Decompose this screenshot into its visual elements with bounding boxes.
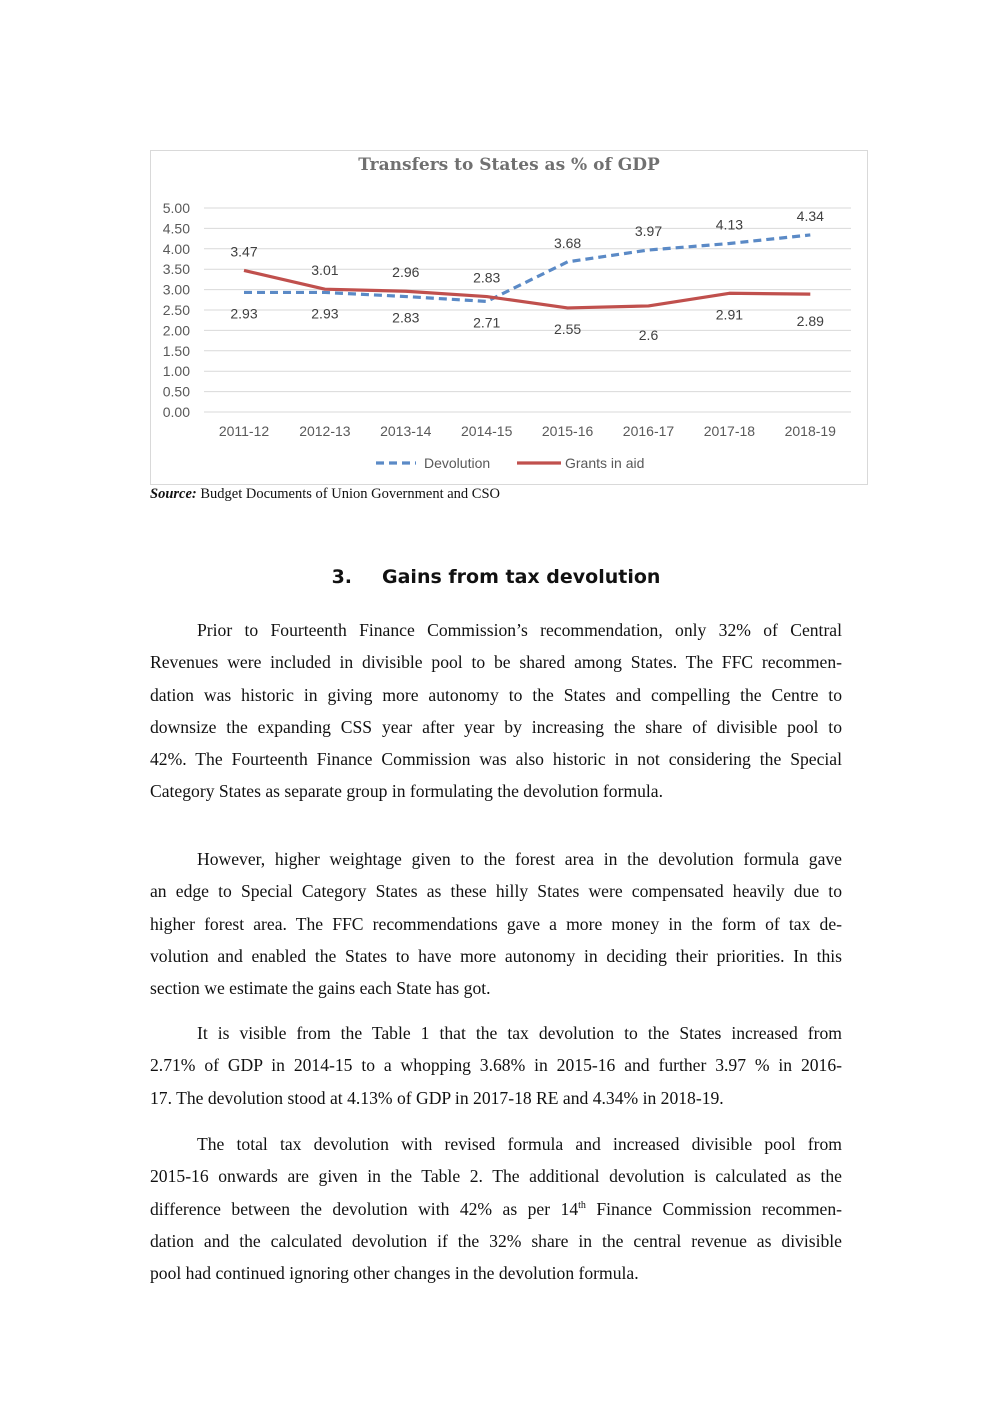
line-text: difference between the devolution with 42% as per 14 <box>150 1198 579 1219</box>
paragraph-line: 2015-16 onwards are given in the Table 2. The additional devolution is calculated as the <box>150 1166 842 1187</box>
data-label: 2.83 <box>473 269 501 286</box>
paragraph-line: Category States as separate group in formulating the devolution formula. <box>150 781 664 802</box>
y-tick-label: 4.50 <box>162 220 190 237</box>
data-label: 3.97 <box>634 223 663 240</box>
data-label: 3.47 <box>230 243 258 260</box>
paragraph-line: Prior to Fourteenth Finance Commission’s recommendation, only 32% of Central <box>197 620 842 640</box>
paragraph-2 <box>150 843 842 1004</box>
paragraph-line: It is visible from the Table 1 that the tax devolution to the States increased from <box>197 1023 842 1043</box>
data-label: 4.13 <box>715 216 744 233</box>
paragraph-line: dation and the calculated devolution if the 32% share in the central revenue as divisible <box>150 1230 842 1251</box>
chart-transfers-to-states <box>150 150 868 485</box>
paragraph-line: Revenues were included in divisible pool to be shared among States. The FFC recommen- <box>150 652 842 673</box>
y-tick-label: 1.00 <box>162 363 190 380</box>
y-tick-label: 4.00 <box>162 240 190 257</box>
source-note <box>150 486 500 503</box>
paragraph-4 <box>150 1128 842 1289</box>
paragraph-1 <box>150 614 842 808</box>
y-tick-label: 0.00 <box>162 404 190 420</box>
section-title: Gains from tax devolution <box>382 566 661 588</box>
paragraph-line: 2.71% of GDP in 2014-15 to a whopping 3.68% in 2015-16 and further 3.97 % in 2016- <box>150 1055 842 1076</box>
data-label: 2.71 <box>473 314 501 331</box>
y-tick-label: 3.00 <box>162 281 190 298</box>
legend-label-grants-in-aid: Grants in aid <box>565 455 645 471</box>
data-label: 3.01 <box>311 262 339 279</box>
y-tick-label: 0.50 <box>162 383 190 400</box>
data-label: 2.6 <box>638 326 659 343</box>
data-label: 2.93 <box>230 305 258 322</box>
x-tick-label: 2011-12 <box>218 423 270 439</box>
section-heading <box>0 566 992 588</box>
y-tick-label: 2.00 <box>162 322 190 339</box>
data-label: 2.55 <box>553 320 582 337</box>
paragraph-3 <box>150 1017 842 1114</box>
y-tick-label: 1.50 <box>162 342 190 359</box>
paragraph-line <box>150 1193 842 1225</box>
x-tick-label: 2014-15 <box>461 423 513 439</box>
paragraph-line: dation was historic in giving more autonomy to the States and compelling the Centre to <box>150 684 842 705</box>
paragraph-line: an edge to Special Category States as these hilly States were compensated heavily due to <box>150 881 842 902</box>
data-label: 2.96 <box>392 264 420 281</box>
y-tick-label: 3.50 <box>162 261 190 278</box>
paragraph-line: downsize the expanding CSS year after year by increasing the share of divisible pool to <box>150 716 842 737</box>
data-label: 2.93 <box>311 305 339 322</box>
x-tick-label: 2012-13 <box>299 423 351 439</box>
superscript: th <box>578 1199 586 1211</box>
data-label: 4.34 <box>796 207 824 224</box>
x-tick-label: 2013-14 <box>380 423 432 439</box>
data-label: 2.83 <box>392 309 420 326</box>
legend-label-devolution: Devolution <box>424 455 491 471</box>
paragraph-line: 42%. The Fourteenth Finance Commission was also historic in not considering the Special <box>150 749 842 770</box>
x-tick-label: 2017-18 <box>703 423 756 439</box>
paragraph-line: The total tax devolution with revised formula and increased divisible pool from <box>197 1134 842 1154</box>
paragraph-line: higher forest area. The FFC recommendations gave a more money in the form of tax de- <box>150 913 842 934</box>
chart-title: Transfers to States as % of GDP <box>358 155 660 175</box>
chart-plot <box>151 151 867 484</box>
paragraph-line: section we estimate the gains each State has got. <box>150 978 491 999</box>
y-tick-label: 5.00 <box>162 200 190 216</box>
data-label: 2.89 <box>796 313 824 330</box>
x-tick-label: 2016-17 <box>622 423 675 439</box>
paragraph-line: pool had continued ignoring other changes in the devolution formula. <box>150 1263 639 1284</box>
line-text: Finance Commission recommen- <box>585 1198 842 1219</box>
paragraph-line: 17. The devolution stood at 4.13% of GDP in 2017-18 RE and 4.34% in 2018-19. <box>150 1087 724 1108</box>
section-number: 3. <box>331 566 353 588</box>
y-tick-label: 2.50 <box>162 302 190 318</box>
source-label: Source: <box>150 486 197 502</box>
data-label: 3.68 <box>553 234 582 251</box>
source-text: Budget Documents of Union Government and CSO <box>196 486 500 502</box>
paragraph-line: volution and enabled the States to have more autonomy in deciding their priorities. In this <box>150 945 842 966</box>
x-tick-label: 2015-16 <box>541 423 594 439</box>
data-label: 2.91 <box>715 306 744 323</box>
x-tick-label: 2018-19 <box>784 423 836 439</box>
paragraph-line: However, higher weightage given to the forest area in the devolution formula gave <box>197 849 842 869</box>
